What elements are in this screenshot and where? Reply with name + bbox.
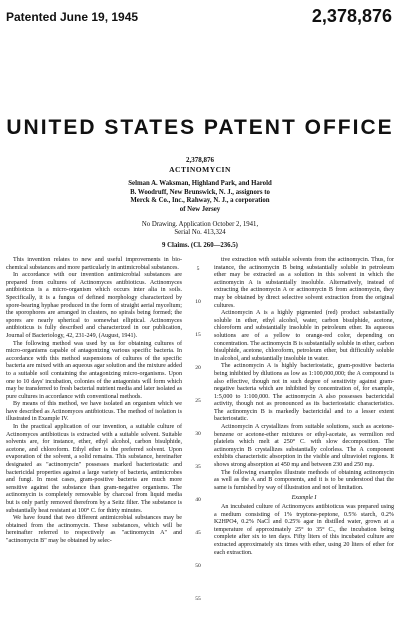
office-heading: UNITED STATES PATENT OFFICE: [6, 116, 394, 139]
patent-title: ACTINOMYCIN: [169, 165, 231, 174]
paragraph: The following method was used by us for obtaining cultures of micro-organisms capable of antagonizing various specific bacteria. In accordance with this method suspensions of cultures of the specific bacteria are mixed with an aqueous agar solution and the mixture added to a suitable soil containing the antagonizing micro-organisms. Upon one to 10 days' incubation, colonies of the antagonists will form which may be transferred to fresh bacterial nutrient media and later isolated as pure cultures in accordance with conventional methods.: [6, 340, 182, 400]
line-number: 30: [195, 431, 201, 437]
paragraph: The actinomycin A is highly bacteriostatic, gram-positive bacteria being inhibited by dilutions as low as 1:100,000,000; the A compound is also effective, though not in such degree of sensitivity against gram-negative bacteria which are inhibited by concentration of, for example, 1:5,000 to 1:100,000. The actinomycin A also possesses bactericidal activity, though not as pronounced as its bacteriostatic characteristics. The actinomycin B is markedly bactericidal and to a lesser extent bacteriostatic.: [214, 363, 394, 423]
inventors-line: B. Woodruff, New Brunswick, N. J., assignors to: [130, 188, 270, 196]
inventors-line: Selman A. Waksman, Highland Park, and Harold: [128, 180, 272, 187]
line-number: 35: [195, 464, 201, 470]
line-number: 45: [195, 530, 201, 536]
patent-date: Patented June 19, 1945: [6, 10, 139, 24]
line-number: 5: [196, 266, 200, 272]
right-column: [214, 257, 394, 557]
inventors-line: Merck & Co., Inc., Rahway, N. J., a corporation: [130, 197, 270, 205]
filing-info: [0, 221, 400, 237]
filing-line: Serial No. 413,324: [174, 229, 226, 237]
paragraph: tive extraction with suitable solvents from the actinomycin. Thus, for instance, the actinomycin B being substantially soluble in petroleum ether may be extracted as a solution in this solvent in which the actinomycin A is substantially insoluble. Alternatively, instead of extracting the actinomycin A or actinomycin B from actinomycin, they may be obtained by direct selective solvent extraction from the original cultures.: [214, 257, 394, 309]
example-heading: Example I: [291, 495, 317, 502]
paragraph: In accordance with our invention antimicrobial substances are prepared from cultures of Actinomyces antibioticus. Actinomyces antibioticus is a micro-organism which occurs inter alia in soils. Specifically, it is a fungus of defined morphology characterized by spore-bearing hyphae produced in the form of straight aerial mycelium; the sporophores are arranged in clusters, no spirals being formed; the spores are nearly spherical to somewhat elliptical. Actinomyces antibioticus is fully described and characterized in our publication, Journal of Bacteriology, 42, 231-249, (August, 1941).: [6, 272, 182, 339]
patent-number-small: 2,378,876: [186, 156, 214, 164]
line-number: 25: [195, 398, 201, 404]
inventors-block: [0, 180, 400, 214]
paragraph: Actinomycin A is a highly pigmented (red) product substantially soluble in ether, ethyl alcohol, water, carbon bisulphide, acetone, chloroform and substantially insoluble in petroleum ether. Its aqueous solutions are of a yellow to orange-red color, depending on concentration. The actinomycin B is substantially soluble in ether, carbon bisulphide, acetone, chloroform, petroleum ether, but difficultly soluble in alcohol, and substantially insoluble in water.: [214, 310, 394, 362]
paragraph: Actinomycin A crystallizes from suitable solutions, such as acetone-benzene or acetone-ether mixtures or ethyl-acetate, as vermilion red platelets which melt at 250° C. with slow decomposition. The actinomycin B crystallizes substantially colorless. The A component exhibits characteristic absorption in the visible and ultraviolet regions. It shows strong absorption at 450 mμ and between 230 and 250 mμ.: [214, 424, 394, 469]
paragraph: By means of this method, we have isolated an organism which we have described as Actinomyces antibioticus. The method of isolation is illustrated in Example IV.: [6, 401, 182, 423]
left-column: [6, 257, 182, 546]
line-number: 15: [195, 332, 201, 338]
claims-line: 9 Claims. (Cl. 260—236.5): [162, 242, 238, 249]
inventors-line: of New Jersey: [179, 205, 221, 213]
paragraph: The following examples illustrate methods of obtaining actinomycin as well as the A and B components, and it is to be understood that the same is furnished by way of illustration and not of limitation.: [214, 469, 394, 491]
line-number: 50: [195, 563, 201, 569]
line-number: 20: [195, 365, 201, 371]
paragraph: An incubated culture of Actinomyces antibioticus was prepared using a medium consisting of 1% tryptone-peptone, 0.5% starch, 0.2% K2HPO4, 0.2% NaCl and 0.25% agar in distilled water, grown at a temperature of approximately 25° to 35° C., the incubation being complete after six to ten days. Fifty liters of this incubated culture are extracted approximately six times with ether, using 20 liters of ether for each extraction.: [214, 504, 394, 556]
paragraph: This invention relates to new and useful improvements in bio-chemical substances and more particularly in antimicrobial substances.: [6, 257, 182, 271]
line-number: 10: [195, 299, 201, 305]
patent-number: 2,378,876: [311, 6, 392, 26]
filing-line: No Drawing. Application October 2, 1941,: [141, 221, 259, 228]
paragraph: In the practical application of our invention, a suitable culture of Actinomyces antibioticus is extracted with a suitable solvent. Suitable solvents are, for instance, ether, ethyl alcohol, carbon bisulphide, acetone, and chloroform. Ethyl ether is the preferred solvent. Upon evaporation of the solvent, a solid remains. This substance, hereinafter designated as "actinomycin" possesses marked bacteriostatic and bactericidal properties against a large variety of bacteria, antimicrobes and fungi. In most cases, gram-positive bacteria are much more sensitive against the substance than gram-negative organisms. The actinomycin is completely removable by charcoal from liquid media but is only partly removed therefrom by a Seitz filter. The substance is substantially heat resistant at 100° C. for thirty minutes.: [6, 424, 182, 514]
line-number: 55: [195, 596, 201, 602]
line-number: 40: [195, 497, 201, 503]
paragraph: We have found that two different antimicrobial substances may be obtained from the actinomycin. These substances, which will be hereinafter referred to respectively as "actinomycin A" and "actinomycin B" may be obtained by selec-: [6, 515, 182, 544]
